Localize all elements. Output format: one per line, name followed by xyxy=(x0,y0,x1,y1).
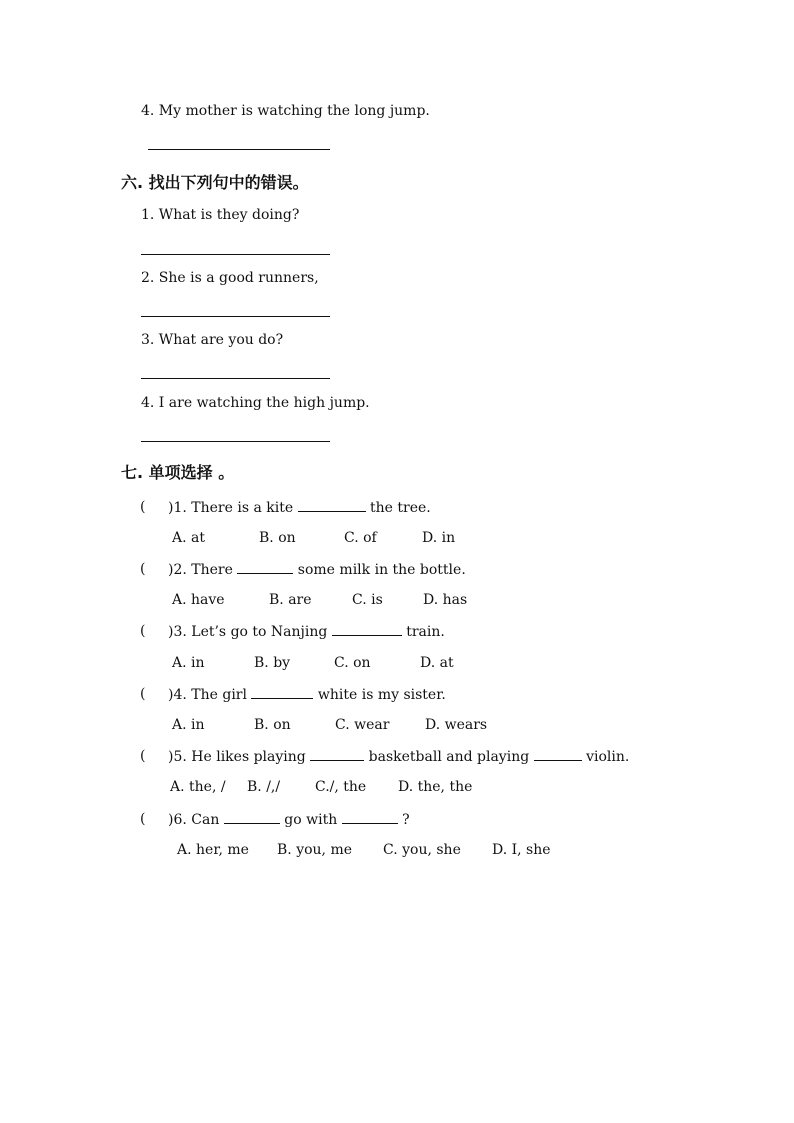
option-b: B. are xyxy=(269,592,312,608)
question-3 xyxy=(168,623,445,640)
section6-item-4: 4. I are watching the high jump. xyxy=(141,395,370,411)
option-b: B. by xyxy=(254,655,291,671)
answer-blank xyxy=(332,623,402,636)
option-b: B. on xyxy=(254,717,291,733)
question-paren: ( xyxy=(140,623,146,639)
option-a: A. her, me xyxy=(177,842,249,858)
option-a: A. the, / xyxy=(170,779,226,795)
answer-blank xyxy=(298,499,366,512)
question-text: ? xyxy=(402,812,410,828)
question-paren: ( xyxy=(140,686,146,702)
option-c: C. is xyxy=(352,592,383,608)
question-paren: ( xyxy=(140,499,146,515)
answer-blank xyxy=(342,811,398,824)
question-text: )6. Can xyxy=(168,812,220,828)
question-text: the tree. xyxy=(370,500,431,516)
option-c: C. of xyxy=(344,530,377,546)
question-2 xyxy=(168,561,466,578)
question-text: violin. xyxy=(586,749,630,765)
question-text: )5. He likes playing xyxy=(168,749,306,765)
option-b: B. /,/ xyxy=(247,779,281,795)
question-text: )3. Let’s go to Nanjing xyxy=(168,624,328,640)
option-d: D. has xyxy=(423,592,468,608)
option-a: A. at xyxy=(172,530,205,546)
question-text: )1. There is a kite xyxy=(168,500,294,516)
answer-blank xyxy=(224,811,280,824)
answer-blank xyxy=(251,686,313,699)
question-paren: ( xyxy=(140,811,146,827)
question-text: basketball and playing xyxy=(368,749,530,765)
option-d: D. wears xyxy=(425,717,488,733)
option-c: C./, the xyxy=(315,779,367,795)
question-4 xyxy=(168,686,446,703)
answer-blank xyxy=(310,748,364,761)
answer-line xyxy=(141,378,330,379)
section6-title: 六. 找出下列句中的错误。 xyxy=(121,173,309,192)
option-b: B. you, me xyxy=(277,842,353,858)
section7-title: 七. 单项选择 。 xyxy=(121,463,235,482)
option-c: C. wear xyxy=(335,717,390,733)
option-c: C. you, she xyxy=(383,842,461,858)
question-text: )2. There xyxy=(168,562,233,578)
section6-item-3: 3. What are you do? xyxy=(141,332,284,348)
answer-line xyxy=(141,316,330,317)
answer-line xyxy=(141,254,330,255)
question-paren: ( xyxy=(140,561,146,577)
answer-blank xyxy=(237,561,293,574)
question-1 xyxy=(168,499,431,516)
option-b: B. on xyxy=(259,530,296,546)
question-5 xyxy=(168,748,629,765)
option-a: A. in xyxy=(172,655,205,671)
question-text: white is my sister. xyxy=(317,687,446,703)
question-6 xyxy=(168,811,410,828)
question-text: some milk in the bottle. xyxy=(297,562,466,578)
option-d: D. I, she xyxy=(492,842,551,858)
question-text: go with xyxy=(284,812,338,828)
section5-item-4: 4. My mother is watching the long jump. xyxy=(141,103,430,119)
option-d: D. at xyxy=(420,655,454,671)
section6-item-2: 2. She is a good runners, xyxy=(141,270,319,286)
section6-item-1: 1. What is they doing? xyxy=(141,207,300,223)
option-d: D. the, the xyxy=(398,779,473,795)
option-a: A. in xyxy=(172,717,205,733)
question-paren: ( xyxy=(140,748,146,764)
option-c: C. on xyxy=(334,655,371,671)
option-a: A. have xyxy=(172,592,225,608)
question-text: train. xyxy=(406,624,445,640)
answer-blank xyxy=(534,748,582,761)
answer-line xyxy=(148,149,330,150)
question-text: )4. The girl xyxy=(168,687,247,703)
answer-line xyxy=(141,441,330,442)
option-d: D. in xyxy=(422,530,456,546)
